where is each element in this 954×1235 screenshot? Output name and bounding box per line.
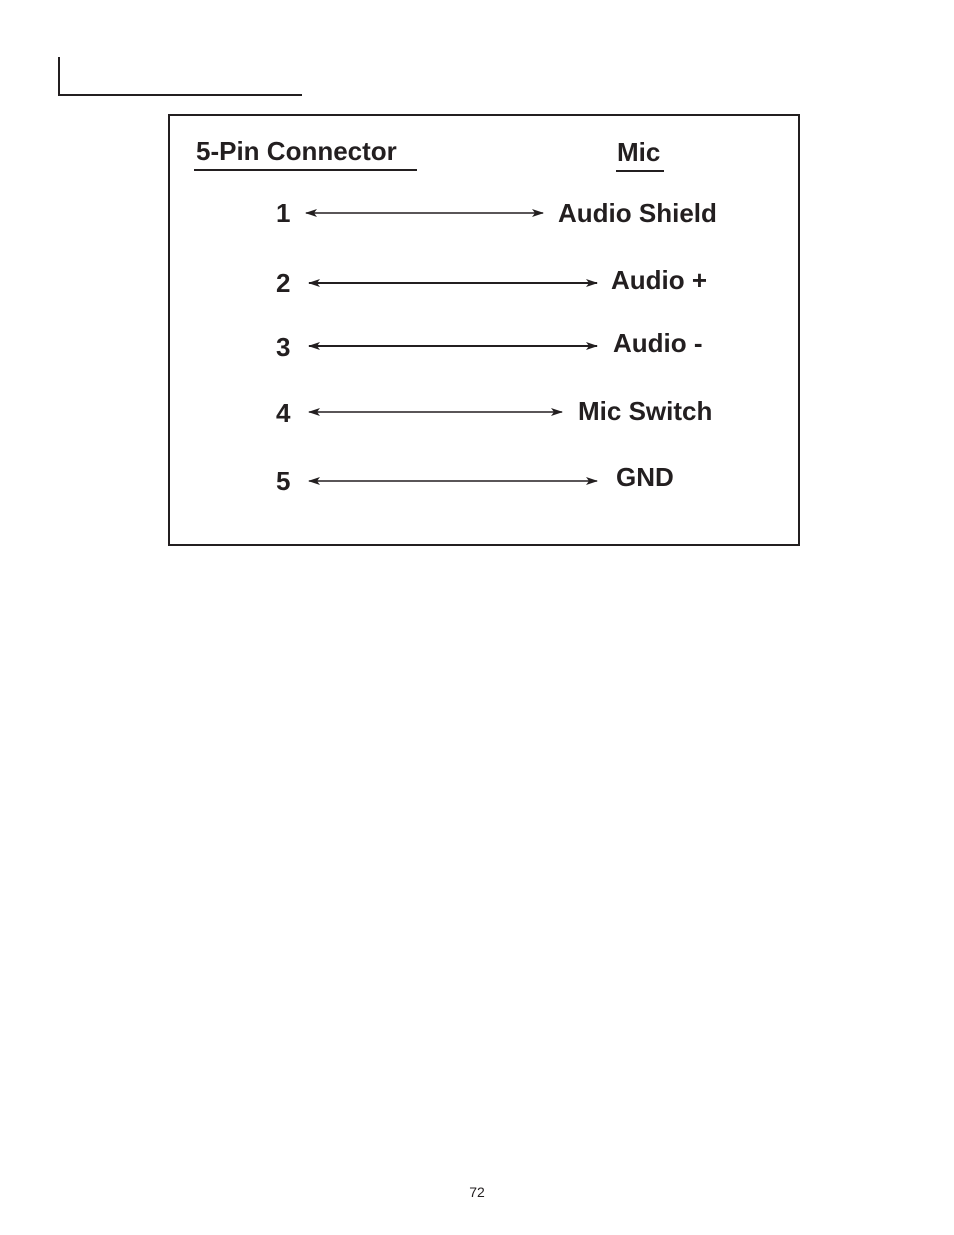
signal-label-audio-minus: Audio - [613, 328, 703, 358]
pin-number-1: 1 [276, 198, 291, 228]
signal-label-gnd: GND [616, 462, 674, 492]
pin-number-3: 3 [276, 332, 291, 362]
pin-number-5: 5 [276, 466, 291, 496]
page-number: 72 [469, 1184, 485, 1200]
signal-label-mic-switch: Mic Switch [578, 396, 713, 426]
mic-heading: Mic [617, 137, 661, 167]
connector-heading: 5-Pin Connector [196, 136, 397, 166]
pin-number-2: 2 [276, 268, 291, 298]
signal-label-audio-plus: Audio + [611, 265, 708, 295]
pin-number-4: 4 [276, 398, 291, 428]
signal-label-audio-shield: Audio Shield [558, 198, 717, 228]
